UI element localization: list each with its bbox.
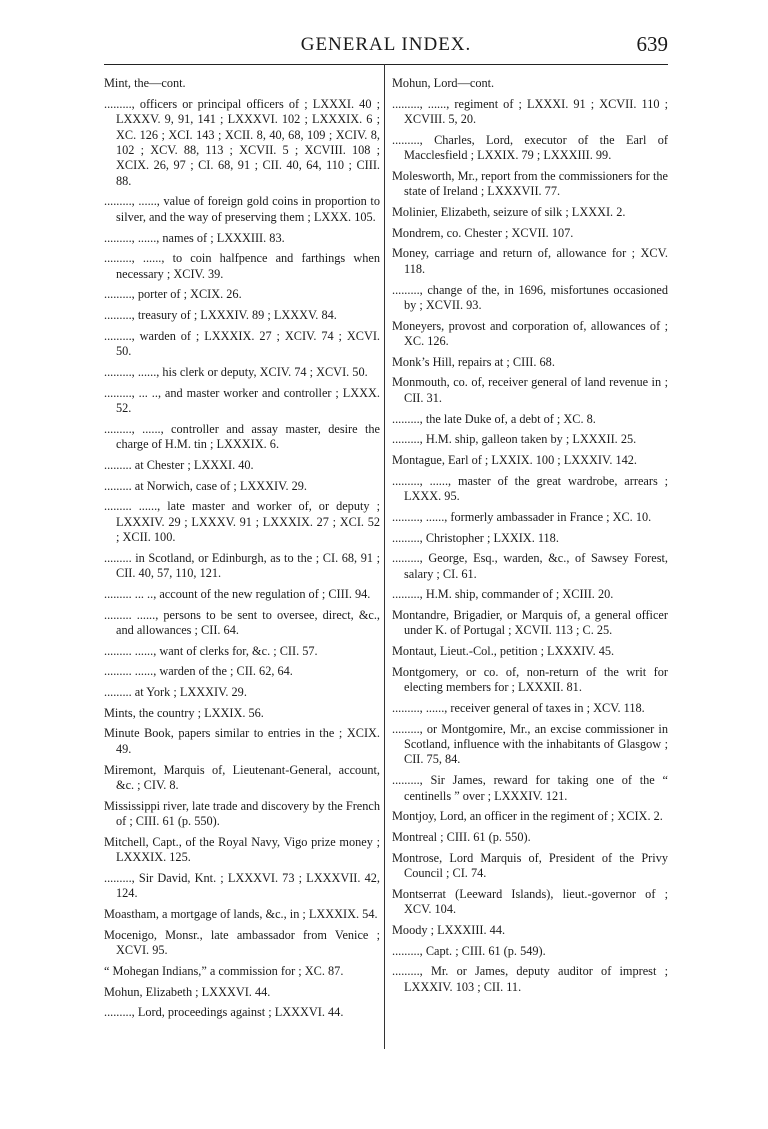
- index-entry: Montgomery, or co. of, non-return of the writ for electing members for ; LXXXII. 81.: [392, 664, 668, 695]
- right-column: [392, 76, 668, 1122]
- index-entry: Moastham, a mortgage of lands, &c., in ; LXXXIX. 54.: [104, 907, 378, 921]
- index-entry: Mitchell, Capt., of the Royal Navy, Vigo prize money ; LXXXIX. 125.: [104, 834, 380, 865]
- index-entry: ......... in Scotland, or Edinburgh, as to the ; CI. 68, 91 ; CII. 40, 57, 110, 121.: [104, 550, 380, 581]
- index-entry: ........., ......, to coin halfpence and farthings when necessary ; XCIV. 39.: [104, 251, 380, 281]
- page-number: 639: [636, 32, 668, 56]
- index-entry: ........., H.M. ship, commander of ; XCIII. 20.: [392, 587, 614, 602]
- index-entry: ........., Christopher ; LXXIX. 118.: [392, 530, 559, 545]
- index-entry: ........., Charles, Lord, executor of the Earl of Macclesfield ; LXXIX. 79 ; LXXXIII. 99.: [392, 132, 668, 163]
- index-entry: ......... ... .., account of the new regulation of ; CIII. 94.: [104, 586, 371, 601]
- index-entry: Mints, the country ; LXXIX. 56.: [104, 705, 264, 720]
- index-entry: ........., porter of ; XCIX. 26.: [104, 287, 242, 302]
- running-title: GENERAL INDEX.: [300, 34, 472, 55]
- index-entry: ........., Sir James, reward for taking one of the “ centinells ” over ; LXXXIV. 121.: [392, 773, 668, 803]
- index-entry: ........., ......, receiver general of taxes in ; XCV. 118.: [392, 700, 645, 715]
- index-entry: ........., ......, names of ; LXXXIII. 83.: [104, 230, 285, 245]
- index-entry: ........., ......, regiment of ; LXXXI. 91 ; XCVII. 110 ; XCVIII. 5, 20.: [392, 96, 668, 127]
- index-entry: ......... ......, want of clerks for, &c. ; CII. 57.: [104, 643, 318, 658]
- index-entry: Money, carriage and return of, allowance for ; XCV. 118.: [392, 246, 668, 276]
- index-entry: ........., ......, formerly ambassader in France ; XC. 10.: [392, 509, 652, 524]
- index-entry: ........., or Montgomire, Mr., an excise commissioner in Scotland, influence with the inhabitants of Glasgow ; CII. 75, 84.: [392, 721, 668, 767]
- index-entry: Minute Book, papers similar to entries in the ; XCIX. 49.: [104, 726, 380, 756]
- index-entry: Mocenigo, Monsr., late ambassador from Venice ; XCVI. 95.: [104, 927, 380, 958]
- index-entry: Molinier, Elizabeth, seizure of silk ; LXXXI. 2.: [392, 205, 626, 220]
- index-entry: ......... at Norwich, case of ; LXXXIV. 29.: [104, 478, 307, 493]
- index-entry: ......... ......, late master and worker of, or deputy ; LXXXIV. 29 ; LXXXV. 91 ; LXXXIX. 27 ; XCI. 52 ; XCII. 100.: [104, 499, 380, 545]
- page-header: [104, 34, 668, 58]
- index-entry: ........., H.M. ship, galleon taken by ; LXXXII. 25.: [392, 432, 637, 447]
- index-entry: Mint, the—cont.: [104, 76, 186, 90]
- index-entry: Montjoy, Lord, an officer in the regiment of ; XCIX. 2.: [392, 809, 663, 824]
- index-entry: Monmouth, co. of, receiver general of land revenue in ; CII. 31.: [392, 375, 668, 405]
- index-entry: Moneyers, provost and corporation of, allowances of ; XC. 126.: [392, 318, 668, 349]
- left-column: [104, 76, 380, 1122]
- index-entry: Molesworth, Mr., report from the commissioners for the state of Ireland ; LXXXVII. 77.: [392, 168, 668, 199]
- index-entry: ......... ......, persons to be sent to oversee, direct, &c., and allowances ; CII. 64.: [104, 607, 380, 637]
- column-divider: [384, 64, 385, 1049]
- index-entry: Montserrat (Leeward Islands), lieut.-governor of ; XCV. 104.: [392, 886, 668, 917]
- index-entry: ......... at York ; LXXXIV. 29.: [104, 685, 247, 700]
- index-entry: Mondrem, co. Chester ; XCVII. 107.: [392, 225, 574, 240]
- index-entry: ........., warden of ; LXXXIX. 27 ; XCIV. 74 ; XCVI. 50.: [104, 328, 380, 359]
- index-entry: ........., ......, value of foreign gold coins in proportion to silver, and the way of preserving them ; LXXX. 105.: [104, 194, 380, 224]
- index-entry: ........., the late Duke of, a debt of ; XC. 8.: [392, 411, 596, 426]
- index-entry: ........., Capt. ; CIII. 61 (p. 549).: [392, 943, 546, 958]
- index-entry: ........., change of the, in 1696, misfortunes occasioned by ; XCVII. 93.: [392, 282, 668, 312]
- index-entry: Mohun, Lord—cont.: [392, 76, 495, 90]
- index-entry: Mississippi river, late trade and discovery by the French of ; CIII. 61 (p. 550).: [104, 798, 380, 829]
- index-entry: Montreal ; CIII. 61 (p. 550).: [392, 829, 531, 844]
- index-entry: ........., treasury of ; LXXXIV. 89 ; LXXXV. 84.: [104, 308, 337, 323]
- index-entry: ......... at Chester ; LXXXI. 40.: [104, 457, 254, 472]
- index-entry: ........., Mr. or James, deputy auditor of imprest ; LXXXIV. 103 ; CII. 11.: [392, 964, 668, 994]
- index-entry: Montandre, Brigadier, or Marquis of, a general officer under K. of Portugal ; XCVII. 113 ; C. 25.: [392, 608, 668, 638]
- header-rule: [104, 64, 668, 65]
- index-entry: ......... ......, warden of the ; CII. 62, 64.: [104, 664, 293, 679]
- index-entry: ........., ......, controller and assay master, desire the charge of H.M. tin ; LXXXIX. 6.: [104, 421, 380, 452]
- index-entry: ........., ......, his clerk or deputy, XCIV. 74 ; XCVI. 50.: [104, 364, 368, 379]
- index-entry: ........., Lord, proceedings against ; LXXXVI. 44.: [104, 1005, 344, 1020]
- index-entry: Montague, Earl of ; LXXIX. 100 ; LXXXIV. 142.: [392, 452, 637, 467]
- index-entry: Mohun, Elizabeth ; LXXXVI. 44.: [104, 984, 271, 999]
- index-entry: Miremont, Marquis of, Lieutenant-General, account, &c. ; CIV. 8.: [104, 762, 380, 792]
- index-entry: ........., ......, master of the great wardrobe, arrears ; LXXX. 95.: [392, 473, 668, 504]
- index-entry: Montaut, Lieut.-Col., petition ; LXXXIV. 45.: [392, 644, 615, 659]
- index-entry: ........., Sir David, Knt. ; LXXXVI. 73 ; LXXXVII. 42, 124.: [104, 870, 380, 901]
- index-entry: ........., officers or principal officers of ; LXXXI. 40 ; LXXXV. 9, 91, 141 ; LXXXVI. 102 ; LXXXIX. 6 ; XC. 126 ; XCI. 143 ; XCII. 8, 40, 68, 109 ; XCIV. 8, 102 ; XCV. 88, 113 ; XCVII. 5 ; XCVIII. 108 ; XCIX. 26, 97 ; CI. 68, 91 ; CII. 40, 64, 110 ; CIII. 88.: [104, 96, 380, 188]
- index-entry: “ Mohegan Indians,” a commission for ; XC. 87.: [104, 963, 344, 978]
- index-entry: Montrose, Lord Marquis of, President of the Privy Council ; CI. 74.: [392, 850, 668, 881]
- index-entry: Moody ; LXXXIII. 44.: [392, 922, 506, 937]
- index-entry: ........., ... .., and master worker and controller ; LXXX. 52.: [104, 385, 380, 415]
- index-entry: Monk’s Hill, repairs at ; CIII. 68.: [392, 354, 555, 369]
- index-entry: ........., George, Esq., warden, &c., of Sawsey Forest, salary ; CI. 61.: [392, 551, 668, 581]
